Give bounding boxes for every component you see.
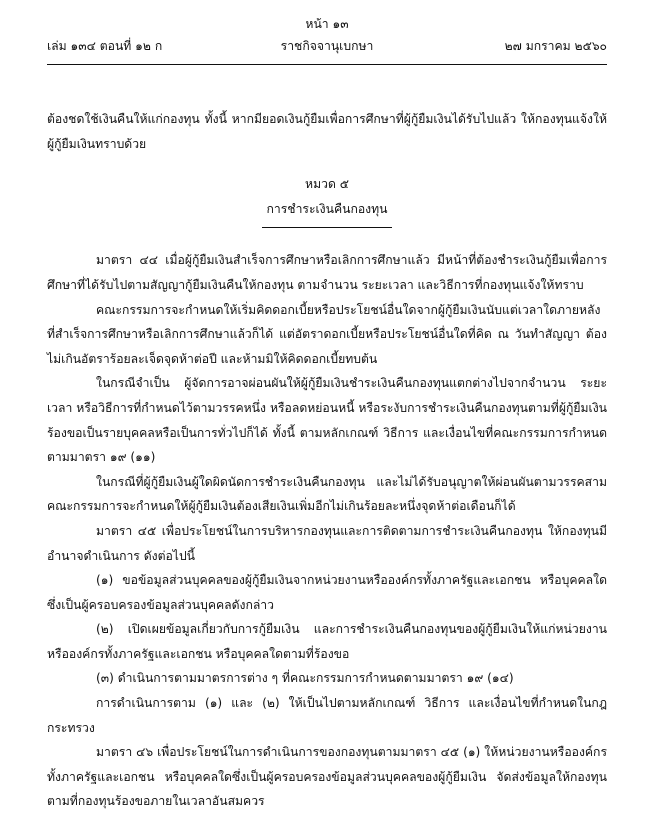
page-number: หน้า ๑๓ [305,17,349,31]
chapter-underline [262,227,392,228]
chapter-title: การชำระเงินคืนกองทุน [266,201,388,216]
section-45-item-2: (๒) เปิดเผยข้อมูลเกี่ยวกับการกู้ยืมเงิน และการชำระเงินคืนกองทุนของผู้กู้ยืมเงินให้แก่หน่วยงานหรือองค์กรทั้งภาครัฐและเอกชน หรือบุคคลใดตามที่ร้องขอ [47,622,607,661]
section-44-default-paragraph: ในกรณีที่ผู้กู้ยืมเงินผู้ใดผิดนัดการชำระเงินคืนกองทุน และไม่ได้รับอนุญาตให้ผ่อนผันตามวรรคสาม คณะกรรมการจะกำหนดให้ผู้กู้ยืมเงินต้องเสียเงินเพิ่มอีกไม่เกินร้อยละหนึ่งจุดห้าต่อเดือนก็ได้ [47,474,607,514]
section-46-paragraph: มาตรา ๔๖ เพื่อประโยชน์ในการดำเนินการของกองทุนตามมาตรา ๔๕ (๑) ให้หน่วยงานหรือองค์กรทั้งภาครัฐและเอกชน หรือบุคคลใดซึ่งเป็นผู้ครอบครองข้อมูลส่วนบุคคลของผู้กู้ยืมเงิน จัดส่งข้อมูลให้กองทุนตามที่กองทุนร้องขอภายในเวลาอันสมควร [47,745,607,809]
section-44-paragraph: มาตรา ๔๔ เมื่อผู้กู้ยืมเงินสำเร็จการศึกษาหรือเลิกการศึกษาแล้ว มีหน้าที่ต้องชำระเงินกู้ยืมเพื่อการศึกษาที่ได้รับไปตามสัญญากู้ยืมเงินคืนให้กองทุน ตามจำนวน ระยะเวลา และวิธีการที่กองทุนแจ้งให้ทราบ [47,253,607,292]
volume-issue: เล่ม ๑๓๔ ตอนที่ ๑๒ ก [47,39,163,53]
document-body [47,107,607,814]
section-44-interest-paragraph: คณะกรรมการจะกำหนดให้เริ่มคิดดอกเบี้ยหรือประโยชน์อื่นใดจากผู้กู้ยืมเงินนับแต่เวลาใดภายหลังที่สำเร็จการศึกษาหรือเลิกการศึกษาแล้วก็ได้ แต่อัตราดอกเบี้ยหรือประโยชน์อื่นใดที่คิด ณ วันทำสัญญา ต้องไม่เกินอัตราร้อยละเจ็ดจุดห้าต่อปี และห้ามมิให้คิดดอกเบี้ยทบต้น [47,302,607,366]
chapter-number: หมวด ๕ [305,177,349,192]
publication-date: ๒๗ มกราคม ๒๕๖๐ [504,39,607,53]
chapter-heading [47,172,607,228]
section-44-relief-paragraph: ในกรณีจำเป็น ผู้จัดการอาจผ่อนผันให้ผู้กู้ยืมเงินชำระเงินคืนกองทุนแตกต่างไปจากจำนวน ระยะเวลา หรือวิธีการที่กำหนดไว้ตามวรรคหนึ่ง หรือลดหย่อนหนี้ หรือระงับการชำระเงินคืนกองทุนตามที่ผู้กู้ยืมเงินร้องขอเป็นรายบุคคลหรือเป็นการทั่วไปก็ได้ ทั้งนี้ ตามหลักเกณฑ์ วิธีการ และเงื่อนไขที่คณะกรรมการกำหนดตามมาตรา ๑๙ (๑๑) [47,376,607,465]
intro-paragraph: ต้องชดใช้เงินคืนให้แก่กองทุน ทั้งนี้ หากมียอดเงินกู้ยืมเพื่อการศึกษาที่ผู้กู้ยืมเงินได้รับไปแล้ว ให้กองทุนแจ้งให้ผู้กู้ยืมเงินทราบด้วย [47,112,607,151]
page-header [47,8,607,58]
section-45-paragraph: มาตรา ๔๕ เพื่อประโยชน์ในการบริหารกองทุนและการติดตามการชำระเงินคืนกองทุน ให้กองทุนมีอำนาจดำเนินการ ดังต่อไปนี้ [47,523,607,563]
section-45-item-1: (๑) ขอข้อมูลส่วนบุคคลของผู้กู้ยืมเงินจากหน่วยงานหรือองค์กรทั้งภาครัฐและเอกชน หรือบุคคลใดซึ่งเป็นผู้ครอบครองข้อมูลส่วนบุคคลดังกล่าว [47,573,607,612]
section-45-rules-paragraph: การดำเนินการตาม (๑) และ (๒) ให้เป็นไปตามหลักเกณฑ์ วิธีการ และเงื่อนไขที่กำหนดในกฎกระทรวง [47,696,607,735]
publication-name: ราชกิจจานุเบกษา [280,39,374,53]
header-rule [47,64,607,65]
section-45-item-3: (๓) ดำเนินการตามมาตรการต่าง ๆ ที่คณะกรรมการกำหนดตามมาตรา ๑๙ (๑๔) [96,671,514,686]
